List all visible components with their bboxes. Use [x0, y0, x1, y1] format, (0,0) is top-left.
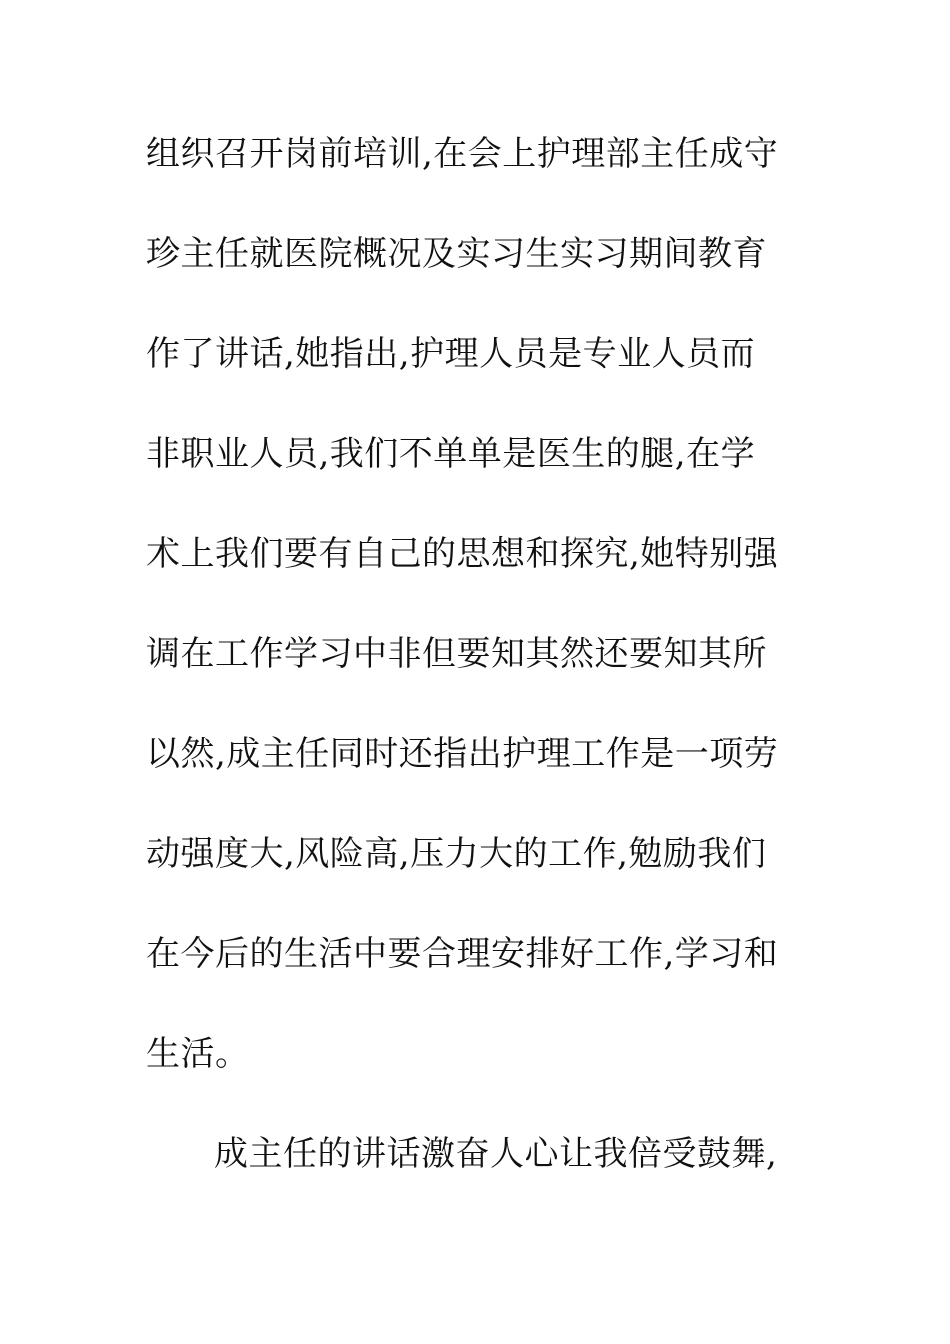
text-line: 调在工作学习中非但要知其然还要知其所 [146, 634, 767, 674]
text-line: 动强度大,风险高,压力大的工作,勉励我们 [146, 834, 767, 874]
text-line: 非职业人员,我们不单单是医生的腿,在学 [146, 434, 756, 474]
text-line: 生活。 [146, 1034, 250, 1074]
text-line: 组织召开岗前培训,在会上护理部主任成守 [146, 134, 779, 174]
text-line: 在今后的生活中要合理安排好工作,学习和 [146, 934, 779, 974]
text-line: 以然,成主任同时还指出护理工作是一项劳 [146, 734, 779, 774]
body-text [146, 126, 806, 1226]
text-line: 术上我们要有自己的思想和探究,她特别强 [146, 534, 779, 574]
text-line: 作了讲话,她指出,护理人员是专业人员而 [146, 334, 756, 374]
text-line: 珍主任就医院概况及实习生实习期间教育 [146, 234, 767, 274]
paragraph-start-line: 成主任的讲话激奋人心让我倍受鼓舞, [214, 1134, 778, 1174]
